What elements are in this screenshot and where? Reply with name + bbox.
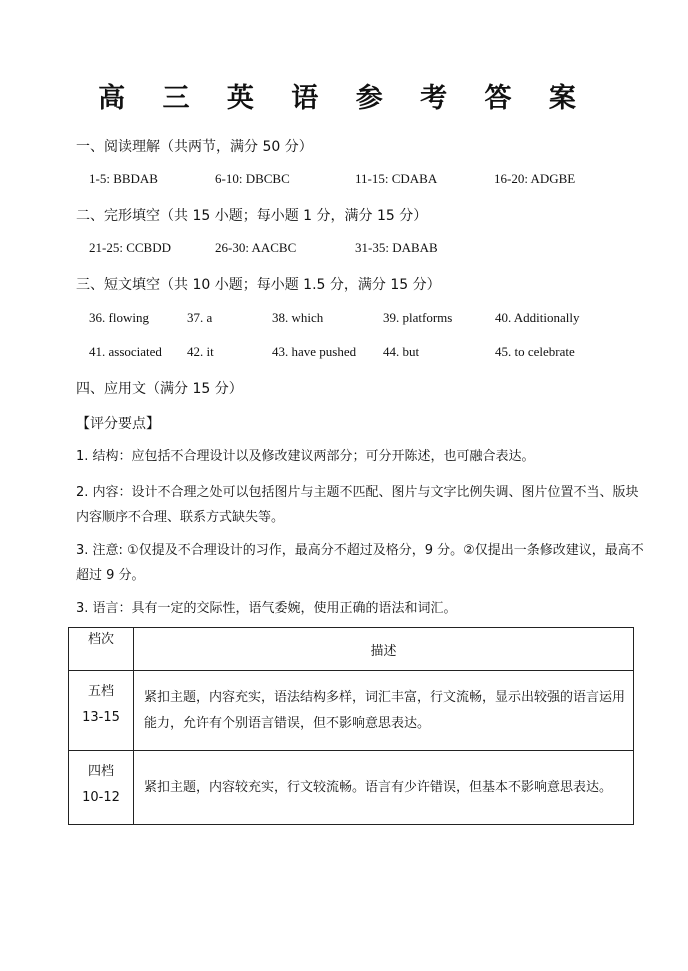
answer-item: 44. but [383,344,420,359]
level-range: 13-15 [82,710,120,725]
description-cell: 紧扣主题，内容充实，语法结构多样，词汇丰富，行文流畅，显示出较强的语言运用能力，允许有个别语言错误，但不影响意思表达。 [134,671,634,751]
section3-heading: 三、短文填空（共 10 小题；每小题 1.5 分，满分 15 分） [76,277,441,293]
section1-heading: 一、阅读理解（共两节，满分 50 分） [76,139,313,155]
answer-item: 43. have pushed [272,344,357,359]
section2-heading: 二、完形填空（共 15 小题；每小题 1 分，满分 15 分） [76,208,428,224]
answer-group: 21-25: CCBDD [89,240,171,255]
criteria-heading: 【评分要点】 [76,416,160,432]
answer-group: 26-30: AACBC [215,240,297,255]
answer-item: 36. flowing [89,310,149,325]
criteria-point-language: 3. 语言：具有一定的交际性，语气委婉，使用正确的语法和词汇。 [76,601,457,616]
answer-item: 37. a [187,310,213,325]
criteria-point-structure: 1. 结构：应包括不合理设计以及修改建议两部分；可分开陈述，也可融合表达。 [76,449,535,464]
table-row [69,671,634,751]
section4-heading: 四、应用文（满分 15 分） [76,381,243,397]
answer-item: 41. associated [89,344,162,359]
answer-group: 1-5: BBDAB [89,171,158,186]
criteria-point-content: 2. 内容：设计不合理之处可以包括图片与主题不匹配、图片与文字比例失调、图片位置不当、版块内容顺序不合理、联系方式缺失等。 [76,485,639,525]
answer-item: 42. it [187,344,214,359]
answer-group: 31-35: DABAB [355,240,438,255]
level-label: 五档 [87,684,114,699]
table-header-row [69,628,634,671]
page-title: 高 三 英 语 参 考 答 案 [98,83,590,114]
section3-answers-row1 [0,310,688,330]
level-range: 10-12 [82,790,120,805]
answer-item: 39. platforms [383,310,453,325]
answer-item: 38. which [272,310,324,325]
header-description: 描述 [134,628,634,671]
description-cell: 紧扣主题，内容较充实，行文较流畅。语言有少许错误，但基本不影响意思表达。 [134,751,634,825]
section1-answers [0,171,688,191]
level-label: 四档 [87,764,114,779]
answer-item: 45. to celebrate [495,344,575,359]
section3-answers-row2 [0,344,688,364]
section2-answers [0,240,688,260]
criteria-point-notes: 3. 注意: ①仅提及不合理设计的习作，最高分不超过及格分，9 分。②仅提出一条修改建议，最高不超过 9 分。 [76,543,644,583]
header-level: 档次 [69,628,134,671]
answer-group: 11-15: CDABA [355,171,438,186]
answer-group: 16-20: ADGBE [494,171,576,186]
table-row [69,751,634,825]
level-cell [69,751,134,825]
answer-item: 40. Additionally [495,310,580,325]
level-cell [69,671,134,751]
answer-group: 6-10: DBCBC [215,171,290,186]
grading-table [68,627,634,825]
